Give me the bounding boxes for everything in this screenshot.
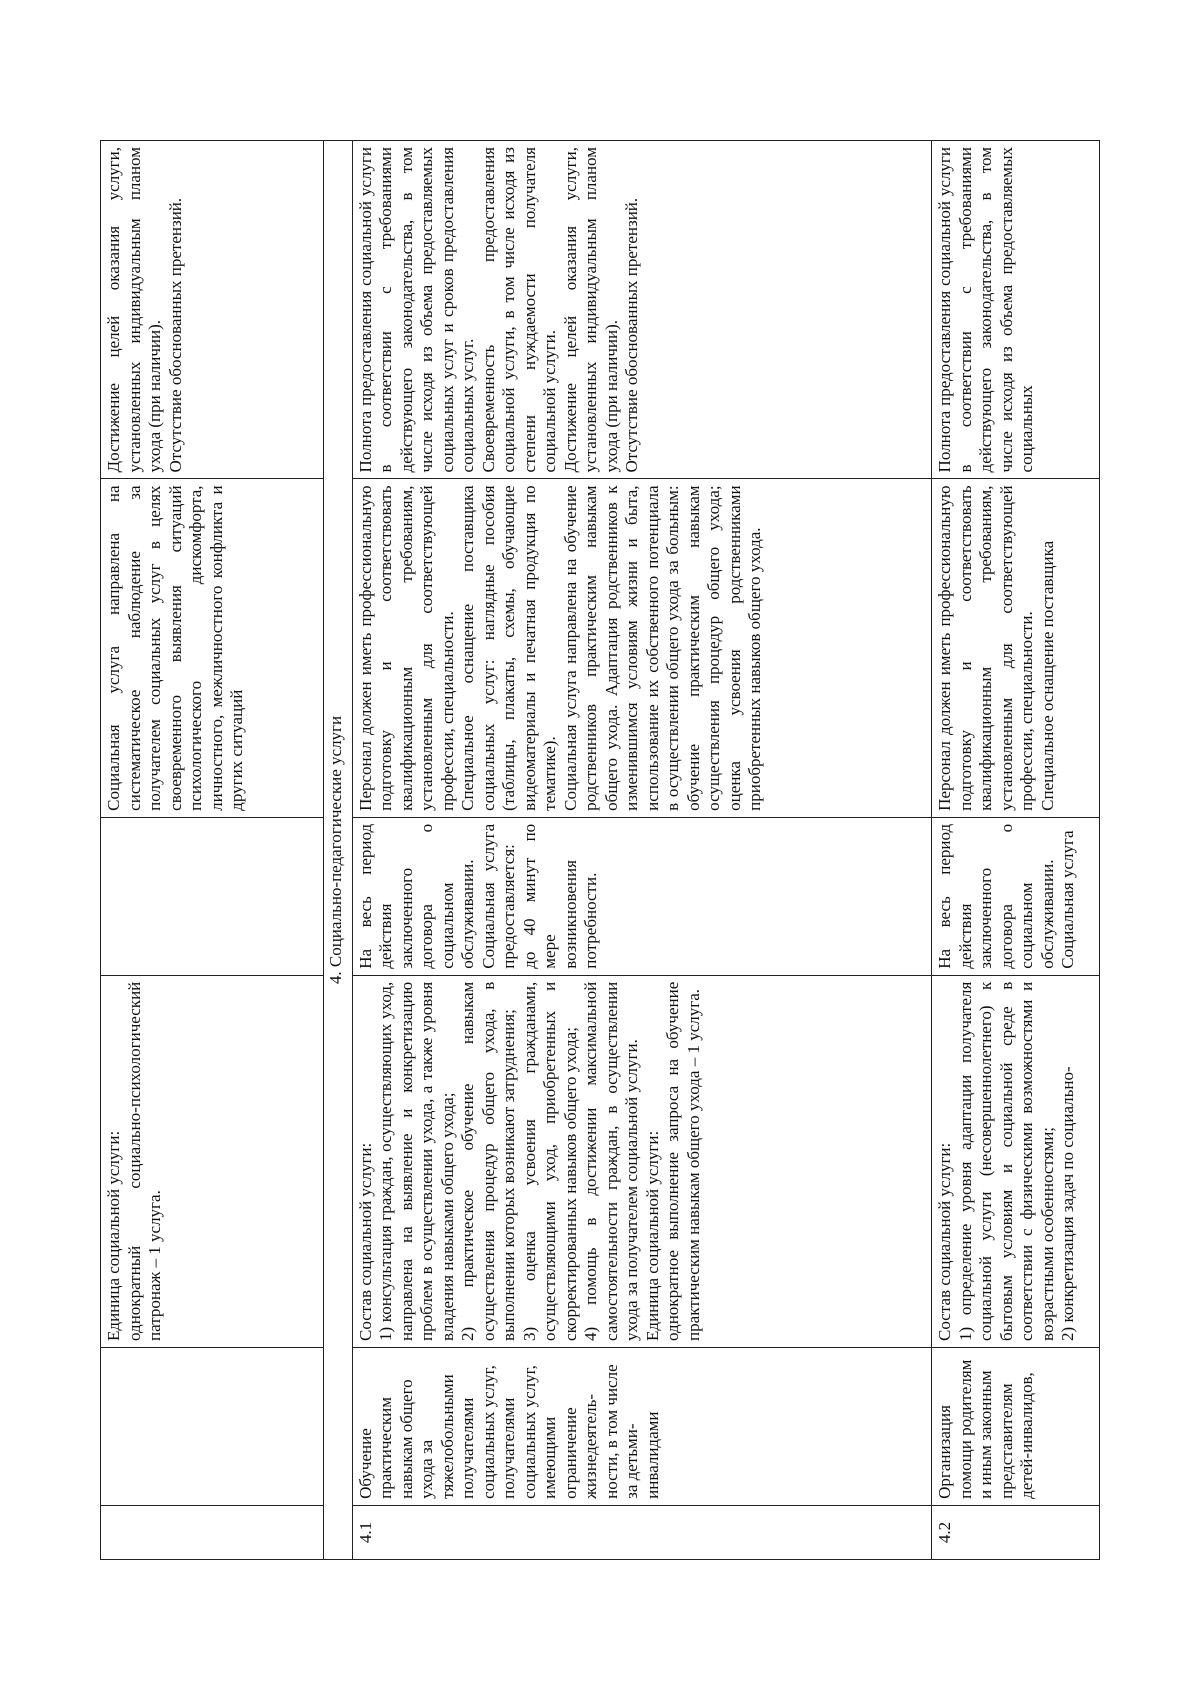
table-row: [932, 141, 1100, 1560]
cell-name: Обучение практическим навыкам общего ухода за тяжелобольными получателями социальных услуг, получателями социальных услуг, имеющими ограничение жизнедеятель-ности, в том числе за детьми-инвалидами: [352, 1347, 931, 1505]
cell-content: Состав социальной услуги: 1) консультация граждан, осуществляющих уход, направлена на выявление и конкретизацию проблем в осуществлении ухода, а также уровня владения навыками общего ухода; 2) практическое обучение навыкам осуществления процедур общего ухода, в выполнении которых возникают затруднения; 3) оценка усвоения гражданами, осуществляющими уход, приобретенных и скорректированных навыков общего ухода; 4) помощь в достижении максимальной самостоятельности граждан, в осуществлении ухода за получателем социальной услуги. Единица социальной услуги: однократное выполнение запроса на обучение практическим навыкам общего ухода – 1 услуга.: [352, 975, 931, 1347]
cell-conditions: Персонал должен иметь профессиональную подготовку и соответствовать квалификационным требованиям, установленным для соответствующей профессии, специальности. Специальное оснащение поставщика социальных услуг: наглядные пособия (таблицы, плакаты, схемы, обучающие видеоматериалы и печатная продукция по тематике). Социальная услуга направлена на обучение родственников практическим навыкам общего ухода. Адаптация родственников к изменившимся условиям жизни и быта, использование их собственного потенциала в осуществлении общего ухода за больным: обучение практическим навыкам осуществления процедур общего ухода; оценка усвоения родственниками приобретенных навыков общего ухода.: [352, 479, 931, 817]
cell-name: Организация помощи родителям и иным законным представителям детей-инвалидов,: [932, 1347, 1100, 1505]
cell-term: На весь период действия заключенного договора о социальном обслуживании. Социальная услуга: [932, 817, 1100, 975]
cell-term: На весь период действия заключенного договора о социальном обслуживании. Социальная услуга предоставляется: до 40 минут по мере возникновения потребности.: [352, 817, 931, 975]
cell-indicators: Достижение целей оказания услуги, установленных индивидуальным планом ухода (при наличии). Отсутствие обоснованных претензий.: [101, 141, 324, 479]
section-row: [323, 141, 352, 1560]
cell-num: 4.2: [932, 1505, 1100, 1559]
cell-conditions: Социальная услуга направлена на систематическое наблюдение за получателем социальных услуг в целях своевременного выявления ситуаций психологического дискомфорта, личностного, межличностного конфликта и других ситуаций: [101, 479, 324, 817]
cell-num: [101, 1505, 324, 1559]
rotated-page: [100, 140, 1100, 1560]
cell-content: Состав социальной услуги: 1) определение уровня адаптации получателя социальной услуги (несовершеннолетнего) к бытовым условиям и социальной среде в соответствии с физическими возможностями и возрастными особенностями; 2) конкретизация задач по социально-: [932, 975, 1100, 1347]
services-table: [100, 140, 1100, 1560]
cell-content: Единица социальной услуги: однократный социально-психологический патронаж – 1 услуга.: [101, 975, 324, 1347]
table-row: [352, 141, 931, 1560]
cell-name: [101, 1347, 324, 1505]
cell-num: 4.1: [352, 1505, 931, 1559]
section-title: 4. Социально-педагогические услуги: [323, 141, 352, 1560]
cell-indicators: Полнота предоставления социальной услуги в соответствии с требованиями действующего законодательства, в том числе исходя из объема предоставляемых социальных: [932, 141, 1100, 479]
cell-conditions: Персонал должен иметь профессиональную подготовку и соответствовать квалификационным требованиям, установленным для соответствующей профессии, специальности. Специальное оснащение поставщика: [932, 479, 1100, 817]
table-row: [101, 141, 324, 1560]
cell-indicators: Полнота предоставления социальной услуги в соответствии с требованиями действующего законодательства, в том числе исходя из объема предоставляемых социальных услуг и сроков предоставления социальных услуг. Своевременность предоставления социальной услуги, в том числе исходя из степени нуждаемости получателя социальной услуги. Достижение целей оказания услуги, установленных индивидуальным планом ухода (при наличии). Отсутствие обоснованных претензий.: [352, 141, 931, 479]
cell-term: [101, 817, 324, 975]
